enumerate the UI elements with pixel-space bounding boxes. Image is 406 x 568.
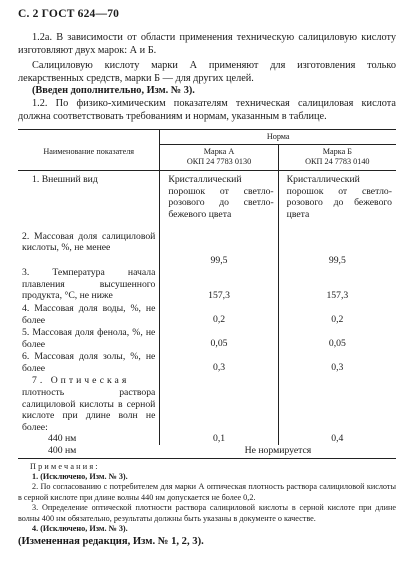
notes-section — [18, 462, 396, 535]
row-value-a: 157,3 — [160, 266, 278, 302]
row-name: 1. Внешний вид — [32, 174, 98, 186]
row-name: 400 нм — [48, 445, 77, 457]
page-header: С. 2 ГОСТ 624—70 — [18, 8, 120, 20]
column-header-norm: Норма — [160, 130, 396, 145]
amendment-footer: (Измененная редакция, Изм. № 1, 2, 3). — [18, 536, 204, 548]
grade-b-code: ОКП 24 7783 0140 — [278, 157, 396, 171]
row-name: 2. Массовая доля салициловой кислоты, %, не менее — [22, 230, 156, 254]
requirements-table — [18, 129, 396, 458]
table-row — [18, 350, 396, 374]
row-name-head: 7. Оптическая — [32, 375, 130, 387]
table-row — [18, 302, 396, 326]
paragraph-1-2a: 1.2а. В зависимости от области применения техническую салициловую кислоту изготовляют двух марок: А и Б. — [18, 32, 396, 56]
table-row — [18, 266, 396, 302]
grade-a-header: Марка А — [160, 145, 278, 158]
note-1: 1. (Исключено, Изм. № 3). — [32, 472, 128, 482]
row-value-b: 0,4 — [278, 433, 396, 445]
table-row — [18, 326, 396, 350]
row-value-a: 0,2 — [160, 302, 278, 326]
paragraph-grade-usage: Салициловую кислоту марки А применяют для изготовления только лекарственных средств, марки Б — для других целей. — [18, 60, 396, 84]
row-name: 4. Массовая доля воды, %, не более — [22, 302, 156, 326]
notes-title: Примечания: — [30, 461, 100, 471]
row-name-rest: плотность раствора салициловой кислоты в серной кислоте при длине волн не более: — [22, 387, 156, 433]
note-3: 3. Определение оптической плотности раствора салициловой кислоты в серной кислоте при длине волны 400 нм обязательно, результаты должны быть указаны в документе о качестве. — [18, 503, 396, 523]
row-name: 6. Массовая доля золы, %, не более — [22, 351, 156, 374]
row-value-merged: Не нормируется — [244, 445, 312, 457]
table-row — [18, 445, 396, 458]
row-name: 5. Массовая доля фенола, %, не более — [22, 327, 156, 350]
note-2: 2. По согласованию с потребителем для марки А оптическая плотность раствора салициловой кислоты в серной кислоте при длине волны 440 нм допускается не более 0,2. — [18, 482, 396, 502]
row-value-b: 99,5 — [278, 221, 396, 267]
table-row — [18, 433, 396, 445]
row-value-b: 0,2 — [278, 302, 396, 326]
row-value-b: 0,05 — [278, 326, 396, 350]
table-row — [18, 221, 396, 267]
row-name — [18, 374, 160, 433]
row-name: 3. Температура начала плавления высушенного продукта, °С, не ниже — [22, 267, 156, 302]
row-value-a: Кристаллический порошок от светло-розового до светло-бежевого цвета — [160, 171, 278, 221]
row-value-a: 99,5 — [160, 221, 278, 267]
row-value-b: Кристаллический порошок от светло-розового до бежевого цвета — [278, 171, 396, 221]
note-4: 4. (Исключено, Изм. № 3). — [32, 524, 128, 534]
table-row — [18, 171, 396, 221]
paragraph-1-2: 1.2. По физико-химическим показателям техническая салициловая кислота должна соответствовать требованиям и нормам, указанным в таблице. — [18, 97, 396, 122]
amendment-note: (Введен дополнительно, Изм. № 3). — [32, 85, 195, 97]
document-page — [18, 8, 396, 549]
grade-a-code: ОКП 24 7783 0130 — [160, 157, 278, 171]
column-header-name: Наименование показателя — [18, 130, 160, 171]
grade-b-header: Марка Б — [278, 145, 396, 158]
row-name: 440 нм — [48, 433, 77, 445]
row-value-a: 0,1 — [160, 433, 278, 445]
row-value-a: 0,05 — [160, 326, 278, 350]
row-value-a: 0,3 — [160, 350, 278, 374]
table-row — [18, 374, 396, 433]
row-value-b: 157,3 — [278, 266, 396, 302]
row-value-b: 0,3 — [278, 350, 396, 374]
